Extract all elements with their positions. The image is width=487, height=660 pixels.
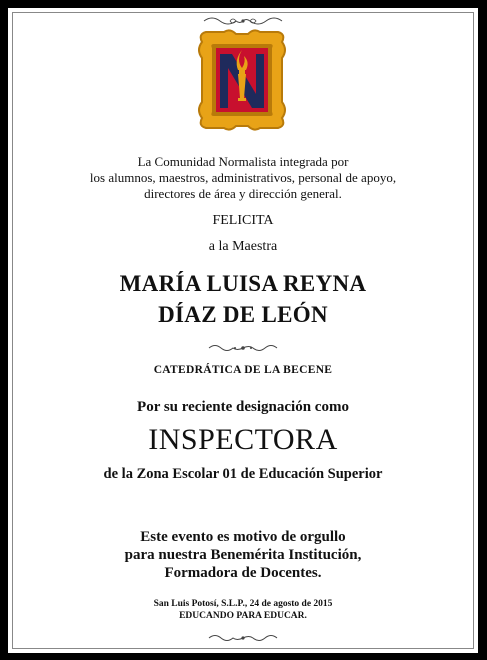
footer <box>8 598 478 622</box>
intro-line-2: los alumnos, maestros, administrativos, personal de apoyo, <box>89 170 397 185</box>
top-ornament <box>8 15 478 27</box>
announcement-page <box>8 8 478 653</box>
intro-line-3: directores de área y dirección general. <box>144 186 342 201</box>
bottom-ornament <box>8 632 478 644</box>
motto: EDUCANDO PARA EDUCAR. <box>179 611 307 621</box>
recipient-name <box>8 268 478 330</box>
message-text <box>8 528 478 582</box>
designation-title: INSPECTORA <box>148 423 338 456</box>
message-line-3: Formadora de Docentes. <box>164 565 322 581</box>
message-line-2: para nuestra Benemérita Institución, <box>124 547 362 563</box>
role-text: CATEDRÁTICA DE LA BECENE <box>153 364 333 376</box>
felicita-heading: FELICITA <box>212 213 274 228</box>
intro-text <box>8 154 478 202</box>
institution-logo <box>194 28 290 132</box>
intro-line-1: La Comunidad Normalista integrada por <box>137 154 349 169</box>
name-line-1: MARÍA LUISA REYNA <box>119 271 367 296</box>
message-line-1: Este evento es motivo de orgullo <box>140 529 346 545</box>
zone-text: de la Zona Escolar 01 de Educación Superior <box>103 466 383 482</box>
designation-intro: Por su reciente designación como <box>137 399 349 415</box>
middle-ornament <box>8 342 478 354</box>
place-date: San Luis Potosí, S.L.P., 24 de agosto de 2015 <box>153 599 333 609</box>
name-line-2: DÍAZ DE LEÓN <box>158 302 328 327</box>
recipient-prefix: a la Maestra <box>208 239 278 254</box>
